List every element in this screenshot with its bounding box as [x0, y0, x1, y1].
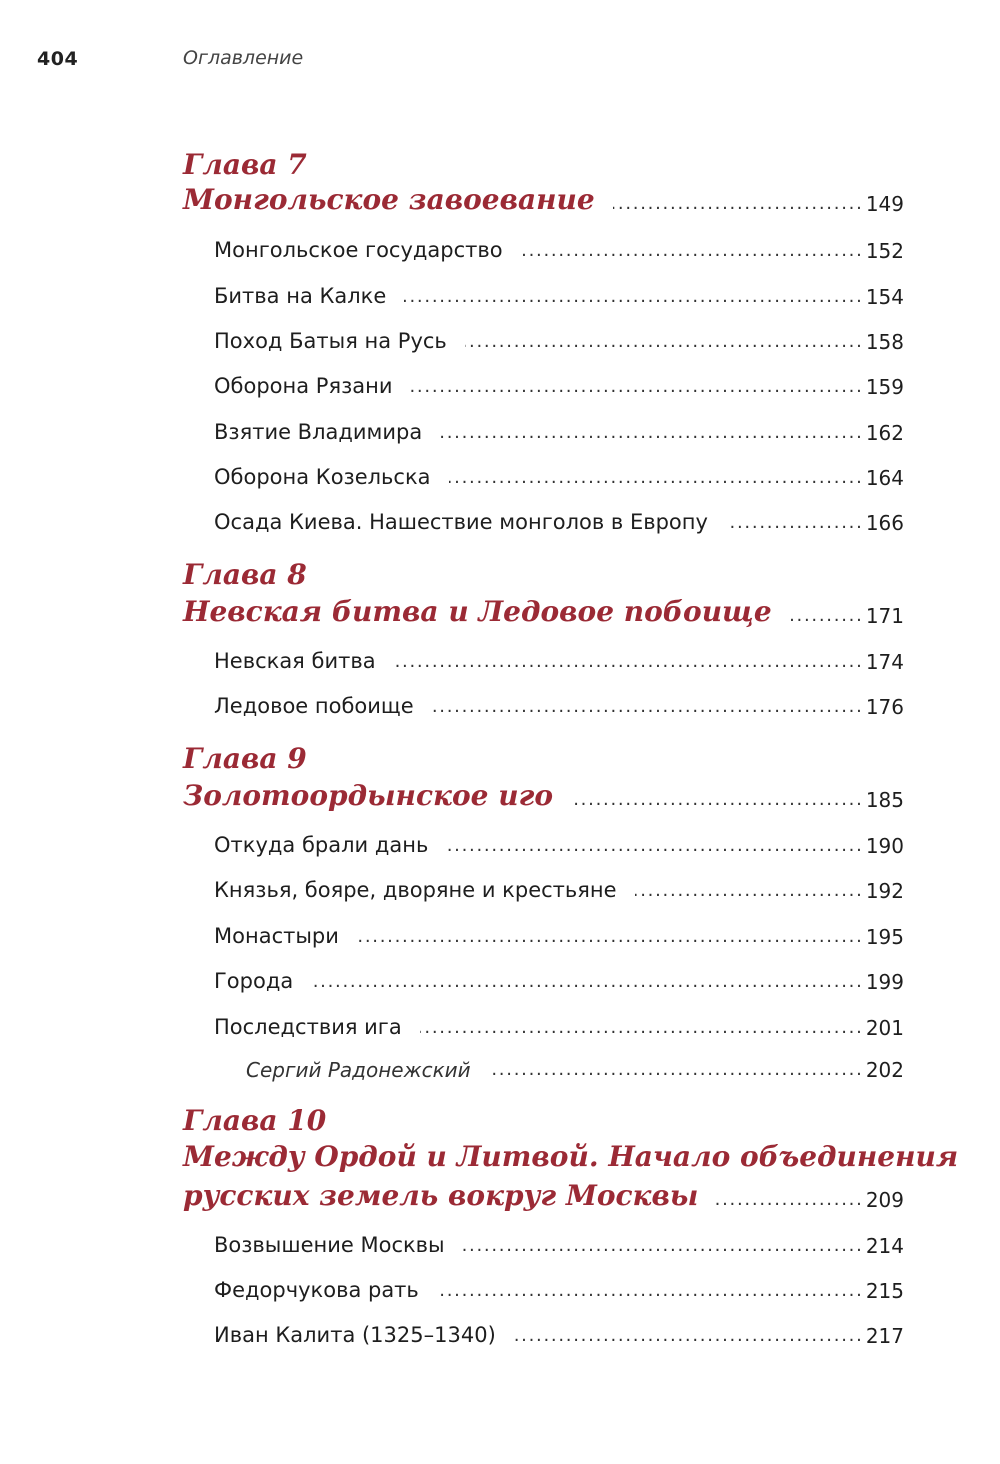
toc-entry[interactable]: [214, 503, 904, 533]
dot-leader: [613, 195, 860, 214]
dot-leader: [465, 333, 860, 352]
toc-entry[interactable]: [214, 917, 904, 947]
section-title: Взятие Владимира: [214, 420, 423, 444]
chapter-title: русских земель вокруг Москвы: [183, 1179, 699, 1212]
toc-entry[interactable]: [214, 367, 904, 397]
section-title: Иван Калита (1325–1340): [214, 1323, 496, 1347]
section-title: Оборона Рязани: [214, 374, 393, 398]
toc-entry[interactable]: [214, 458, 904, 488]
chapter-entry[interactable]: [183, 184, 904, 214]
chapter-title: Между Ордой и Литвой. Начало объединения: [183, 1140, 959, 1173]
page-ref: 159: [865, 375, 904, 399]
chapter-label: Глава 8: [183, 558, 307, 591]
page-ref: 164: [865, 466, 904, 490]
page-ref: 176: [865, 695, 904, 719]
toc-entry[interactable]: [214, 1008, 904, 1038]
page-ref: 166: [865, 511, 904, 535]
page-number: 404: [37, 48, 79, 70]
running-head-title: Оглавление: [183, 47, 304, 69]
page-ref: 158: [865, 330, 904, 354]
dot-leader: [420, 1019, 860, 1038]
chapter-entry[interactable]: [183, 780, 904, 810]
toc-entry[interactable]: [214, 642, 904, 672]
section-title: Невская битва: [214, 649, 376, 673]
chapter-title: Золотоордынское иго: [183, 779, 553, 812]
chapter-label: Глава 9: [183, 742, 307, 775]
toc-entry[interactable]: [214, 231, 904, 261]
dot-leader: [440, 424, 860, 443]
page-ref: 217: [865, 1324, 904, 1348]
page-ref: 195: [865, 925, 904, 949]
toc-entry[interactable]: [246, 1050, 904, 1080]
page-ref: 209: [865, 1188, 904, 1212]
toc-entry[interactable]: [214, 962, 904, 992]
dot-leader: [311, 973, 860, 992]
page-ref: 149: [865, 192, 904, 216]
toc-entry[interactable]: [214, 277, 904, 307]
page-ref: 154: [865, 285, 904, 309]
page-ref: 192: [865, 879, 904, 903]
toc-entry[interactable]: [214, 826, 904, 856]
section-title: Ледовое побоище: [214, 694, 414, 718]
subsection-title: Сергий Радонежский: [246, 1058, 471, 1082]
dot-leader: [716, 1191, 859, 1210]
dot-leader: [790, 607, 860, 626]
section-title: Князья, бояре, дворяне и крестьяне: [214, 878, 617, 902]
page-ref: 199: [865, 970, 904, 994]
section-title: Монгольское государство: [214, 238, 503, 262]
toc-entry[interactable]: [214, 322, 904, 352]
toc-entry[interactable]: [214, 413, 904, 443]
page-ref: 174: [865, 650, 904, 674]
toc-entry[interactable]: [214, 1316, 904, 1346]
dot-leader: [404, 288, 860, 307]
dot-leader: [463, 1237, 860, 1256]
dot-leader: [357, 928, 860, 947]
page-ref: 162: [865, 421, 904, 445]
section-title: Оборона Козельска: [214, 465, 431, 489]
chapter-entry[interactable]: [183, 1180, 904, 1210]
chapter-label: Глава 10: [183, 1104, 327, 1137]
dot-leader: [432, 698, 860, 717]
dot-leader: [514, 1327, 860, 1346]
chapter-title: Невская битва и Ледовое побоище: [183, 595, 772, 628]
dot-leader: [437, 1282, 860, 1301]
section-title: Возвышение Москвы: [214, 1233, 445, 1257]
dot-leader: [571, 791, 860, 810]
chapter-entry[interactable]: [183, 596, 904, 626]
page-ref: 190: [865, 834, 904, 858]
toc-entry[interactable]: [214, 687, 904, 717]
section-title: Осада Киева. Нашествие монголов в Европу: [214, 510, 708, 534]
dot-leader: [446, 837, 859, 856]
toc-entry[interactable]: [214, 1226, 904, 1256]
page-ref: 215: [865, 1279, 904, 1303]
section-title: Монастыри: [214, 924, 339, 948]
page-ref: 214: [865, 1234, 904, 1258]
page-ref: 201: [865, 1016, 904, 1040]
dot-leader: [394, 653, 860, 672]
dot-leader: [411, 378, 860, 397]
dot-leader: [521, 242, 860, 261]
dot-leader: [449, 469, 860, 488]
dot-leader: [489, 1061, 860, 1080]
chapter-label: Глава 7: [183, 148, 307, 181]
section-title: Города: [214, 969, 294, 993]
page-ref: 202: [865, 1058, 904, 1082]
chapter-title: Монгольское завоевание: [183, 183, 595, 216]
toc-entry[interactable]: [214, 871, 904, 901]
section-title: Поход Батыя на Русь: [214, 329, 447, 353]
section-title: Федорчукова рать: [214, 1278, 419, 1302]
page-ref: 185: [865, 788, 904, 812]
page-ref: 152: [865, 239, 904, 263]
section-title: Откуда брали дань: [214, 833, 429, 857]
section-title: Битва на Калке: [214, 284, 387, 308]
section-title: Последствия ига: [214, 1015, 402, 1039]
toc-entry[interactable]: [214, 1271, 904, 1301]
dot-leader: [726, 514, 860, 533]
page-ref: 171: [865, 604, 904, 628]
dot-leader: [635, 882, 860, 901]
